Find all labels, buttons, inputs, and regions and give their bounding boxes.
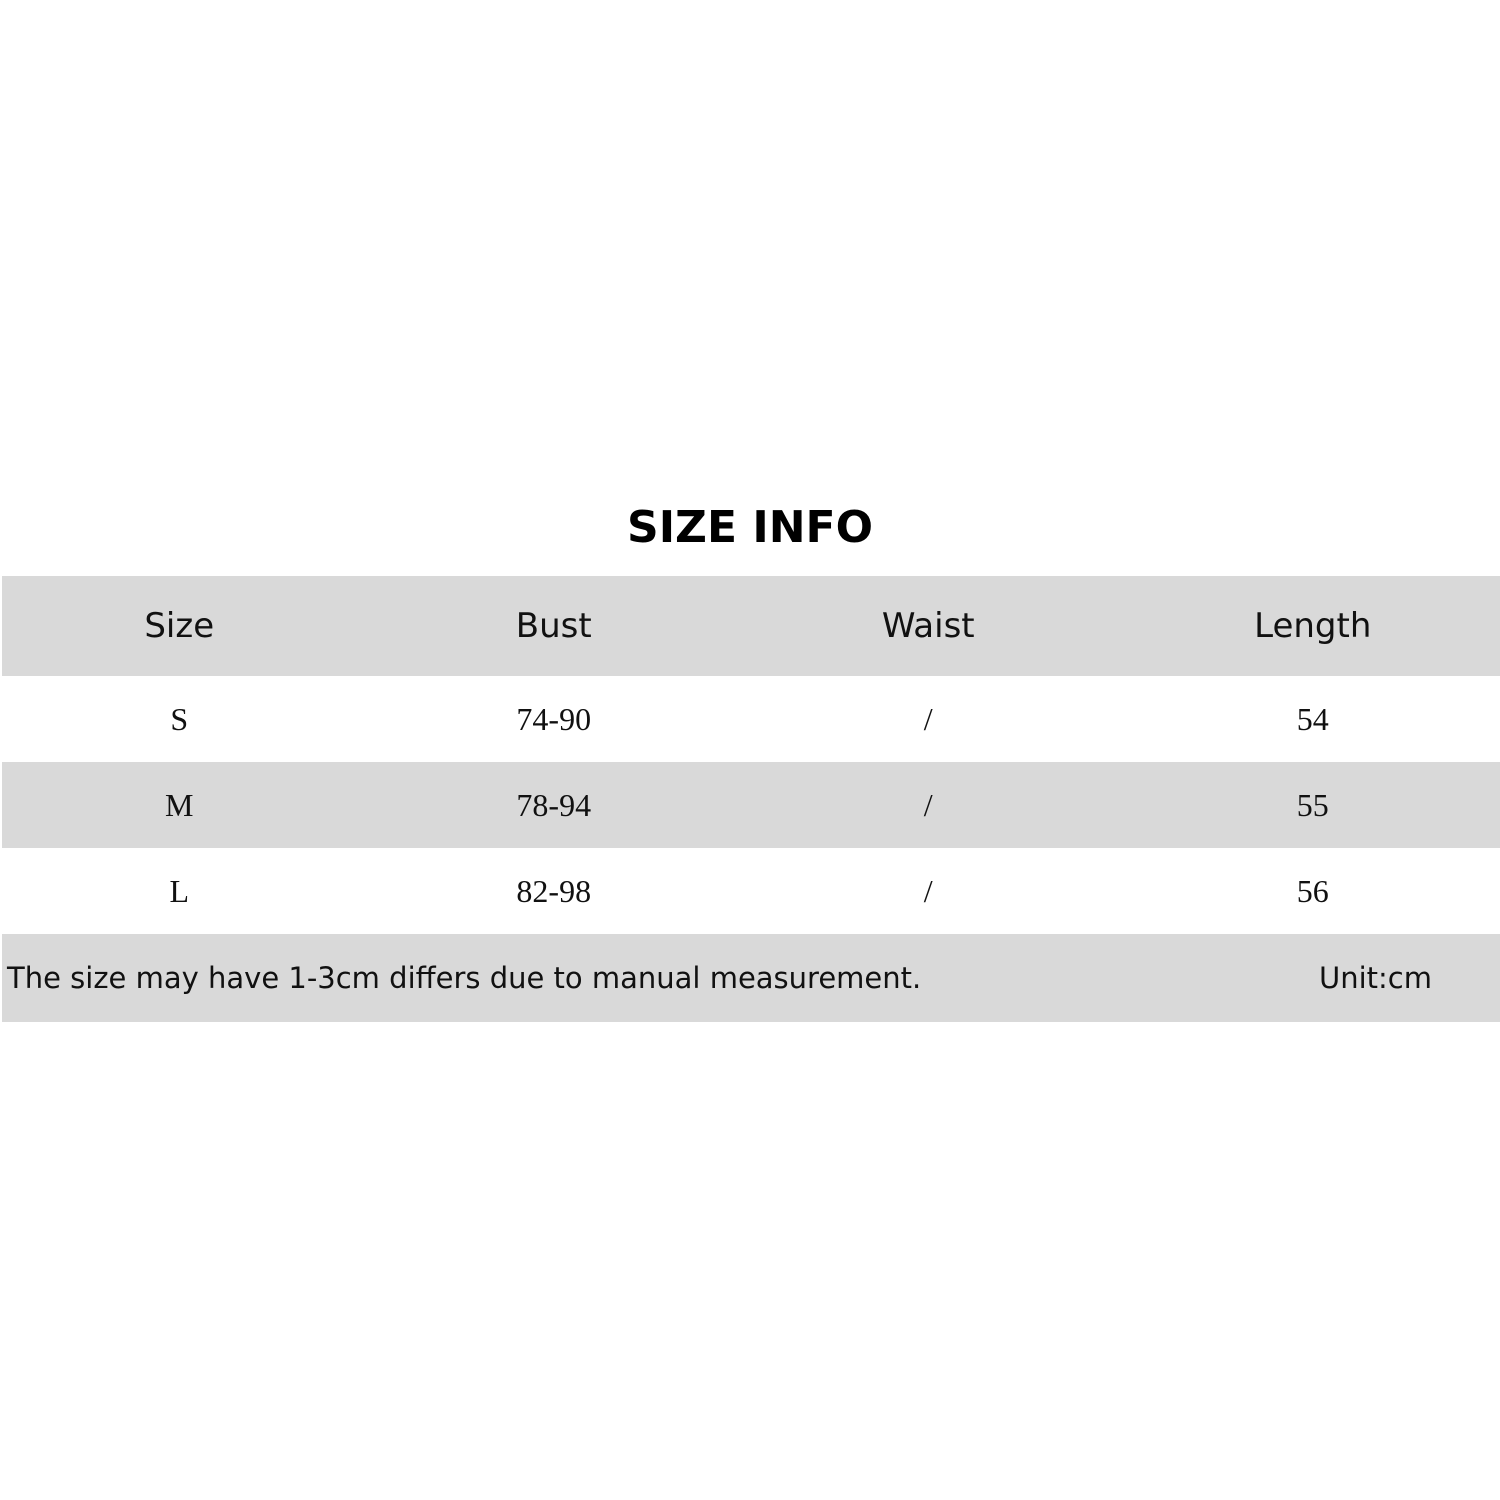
table-row — [2, 848, 1500, 934]
header-waist: Waist — [881, 606, 975, 646]
cell-length: 56 — [1296, 872, 1329, 909]
cell-waist: / — [923, 786, 933, 823]
table-row — [2, 762, 1500, 848]
table-row — [2, 676, 1500, 762]
cell-waist: / — [923, 872, 933, 909]
cell-length: 55 — [1296, 786, 1329, 823]
page-title: SIZE INFO — [627, 502, 873, 553]
cell-bust: 82-98 — [516, 872, 592, 909]
unit-label: Unit:cm — [1319, 961, 1432, 995]
cell-size: M — [165, 786, 194, 823]
header-size: Size — [144, 606, 215, 646]
cell-waist: / — [923, 700, 933, 737]
header-bust: Bust — [515, 606, 592, 646]
size-table — [2, 576, 1500, 1022]
cell-bust: 74-90 — [516, 700, 592, 737]
measurement-note: The size may have 1-3cm differs due to manual measurement. — [7, 961, 922, 995]
table-header-row — [2, 576, 1500, 676]
cell-size: S — [170, 700, 189, 737]
cell-length: 54 — [1296, 700, 1329, 737]
header-length: Length — [1254, 606, 1372, 646]
cell-bust: 78-94 — [516, 786, 592, 823]
cell-size: L — [169, 872, 190, 909]
table-footer-row — [2, 934, 1500, 1022]
